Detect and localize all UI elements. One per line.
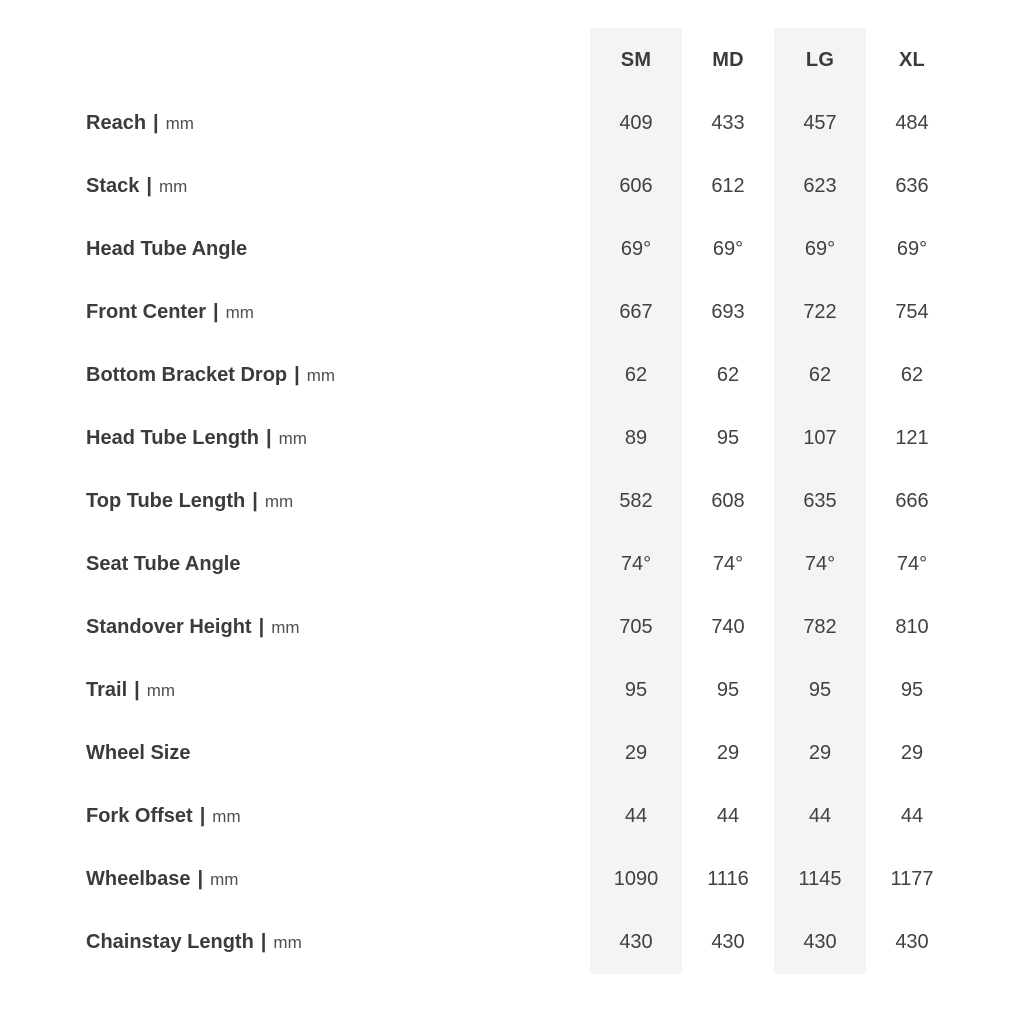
spec-label	[86, 281, 590, 344]
spec-value-sm: 69°	[590, 218, 682, 281]
spec-value-xl: 74°	[896, 553, 928, 575]
spec-value-md: 1116	[707, 868, 749, 890]
spec-value-sm: 44	[590, 785, 682, 848]
spec-value-xl: 69°	[896, 238, 928, 260]
spec-value-sm: 409	[590, 92, 682, 155]
spec-label-text: Seat Tube Angle	[86, 553, 241, 575]
label-unit-separator: |	[265, 427, 272, 449]
spec-value-lg: 457	[774, 92, 866, 155]
spec-label-text: Bottom Bracket Drop	[86, 364, 288, 386]
spec-value-md: 430	[711, 931, 745, 953]
spec-label-text: Fork Offset	[86, 805, 193, 827]
spec-label	[86, 155, 590, 218]
spec-label	[86, 911, 590, 974]
spec-value-sm: 430	[590, 911, 682, 974]
spec-value-md: 95	[716, 679, 740, 701]
spec-label-text: Front Center	[86, 301, 206, 323]
spec-value-lg: 74°	[774, 533, 866, 596]
spec-value-sm: 582	[590, 470, 682, 533]
spec-label	[86, 785, 590, 848]
spec-label-text: Reach	[86, 112, 147, 134]
label-unit-separator: |	[258, 616, 265, 638]
label-unit-separator: |	[199, 805, 206, 827]
spec-value-lg: 29	[774, 722, 866, 785]
spec-label	[86, 218, 590, 281]
label-unit-separator: |	[134, 679, 140, 701]
column-header-md: MD	[712, 48, 744, 71]
spec-unit: mm	[306, 365, 336, 385]
spec-value-sm: 89	[590, 407, 682, 470]
label-unit-separator: |	[260, 931, 267, 953]
spec-value-xl: 484	[895, 112, 929, 134]
spec-value-sm: 62	[590, 344, 682, 407]
spec-value-xl: 95	[900, 679, 924, 701]
label-unit-separator: |	[197, 868, 204, 890]
spec-value-lg: 69°	[774, 218, 866, 281]
spec-value-md: 612	[711, 175, 745, 197]
spec-label	[86, 533, 590, 596]
spec-label	[86, 659, 590, 722]
spec-value-md: 740	[711, 616, 745, 638]
spec-value-xl: 666	[895, 490, 929, 512]
spec-value-xl: 754	[895, 301, 929, 323]
spec-value-xl: 29	[900, 742, 924, 764]
spec-value-lg: 623	[774, 155, 866, 218]
spec-unit: mm	[146, 680, 176, 700]
spec-value-md: 693	[711, 301, 745, 323]
spec-label	[86, 92, 590, 155]
spec-value-lg: 107	[774, 407, 866, 470]
spec-value-md: 29	[716, 742, 740, 764]
spec-unit: mm	[273, 932, 302, 952]
spec-value-sm: 667	[590, 281, 682, 344]
column-header-lg: LG	[774, 28, 866, 92]
spec-value-md: 95	[716, 427, 740, 449]
spec-value-xl: 430	[895, 931, 929, 953]
spec-value-xl: 1177	[890, 868, 934, 890]
spec-value-xl: 44	[900, 805, 924, 827]
label-unit-separator: |	[213, 301, 219, 323]
spec-value-xl: 810	[895, 616, 929, 638]
spec-unit: mm	[225, 302, 254, 322]
spec-unit: mm	[158, 176, 188, 196]
spec-value-lg: 430	[774, 911, 866, 974]
spec-value-sm: 74°	[590, 533, 682, 596]
label-unit-separator: |	[153, 112, 159, 134]
spec-label	[86, 344, 590, 407]
spec-unit: mm	[264, 491, 294, 511]
label-unit-separator: |	[294, 364, 300, 386]
spec-label-text: Head Tube Angle	[86, 238, 248, 260]
spec-label-text: Trail	[86, 679, 128, 701]
spec-value-md: 433	[711, 112, 745, 134]
spec-value-lg: 782	[774, 596, 866, 659]
spec-label-text: Chainstay Length	[86, 931, 254, 953]
spec-value-sm: 606	[590, 155, 682, 218]
spec-label-text: Stack	[86, 175, 140, 197]
spec-value-sm: 705	[590, 596, 682, 659]
spec-label-text: Wheelbase	[86, 868, 191, 890]
geometry-table	[86, 28, 958, 974]
spec-label	[86, 596, 590, 659]
spec-label-text: Wheel Size	[86, 742, 191, 764]
column-header-xl: XL	[899, 48, 925, 71]
spec-value-sm: 95	[590, 659, 682, 722]
column-header-sm: SM	[590, 28, 682, 92]
spec-value-lg: 44	[774, 785, 866, 848]
spec-label-text: Top Tube Length	[86, 490, 246, 512]
spec-label	[86, 722, 590, 785]
spec-value-md: 608	[711, 490, 745, 512]
spec-value-md: 62	[716, 364, 740, 386]
spec-label	[86, 470, 590, 533]
spec-value-md: 44	[716, 805, 740, 827]
spec-value-lg: 95	[774, 659, 866, 722]
spec-label-text: Standover Height	[86, 616, 252, 638]
spec-value-xl: 636	[895, 175, 929, 197]
spec-value-lg: 1145	[774, 848, 866, 911]
spec-unit: mm	[212, 806, 241, 826]
spec-value-sm: 29	[590, 722, 682, 785]
spec-unit: mm	[271, 617, 300, 637]
label-unit-separator: |	[252, 490, 258, 512]
spec-label	[86, 848, 590, 911]
spec-label-text: Head Tube Length	[86, 427, 259, 449]
spec-value-md: 69°	[712, 238, 744, 260]
spec-unit: mm	[210, 869, 239, 889]
spec-value-lg: 722	[774, 281, 866, 344]
spec-value-xl: 121	[895, 427, 929, 449]
spec-value-xl: 62	[900, 364, 924, 386]
spec-value-sm: 1090	[590, 848, 682, 911]
spec-label	[86, 407, 590, 470]
spec-unit: mm	[278, 428, 307, 448]
spec-value-lg: 635	[774, 470, 866, 533]
spec-value-lg: 62	[774, 344, 866, 407]
header-spacer	[86, 28, 590, 92]
label-unit-separator: |	[146, 175, 152, 197]
spec-unit: mm	[165, 113, 194, 133]
spec-value-md: 74°	[712, 553, 744, 575]
